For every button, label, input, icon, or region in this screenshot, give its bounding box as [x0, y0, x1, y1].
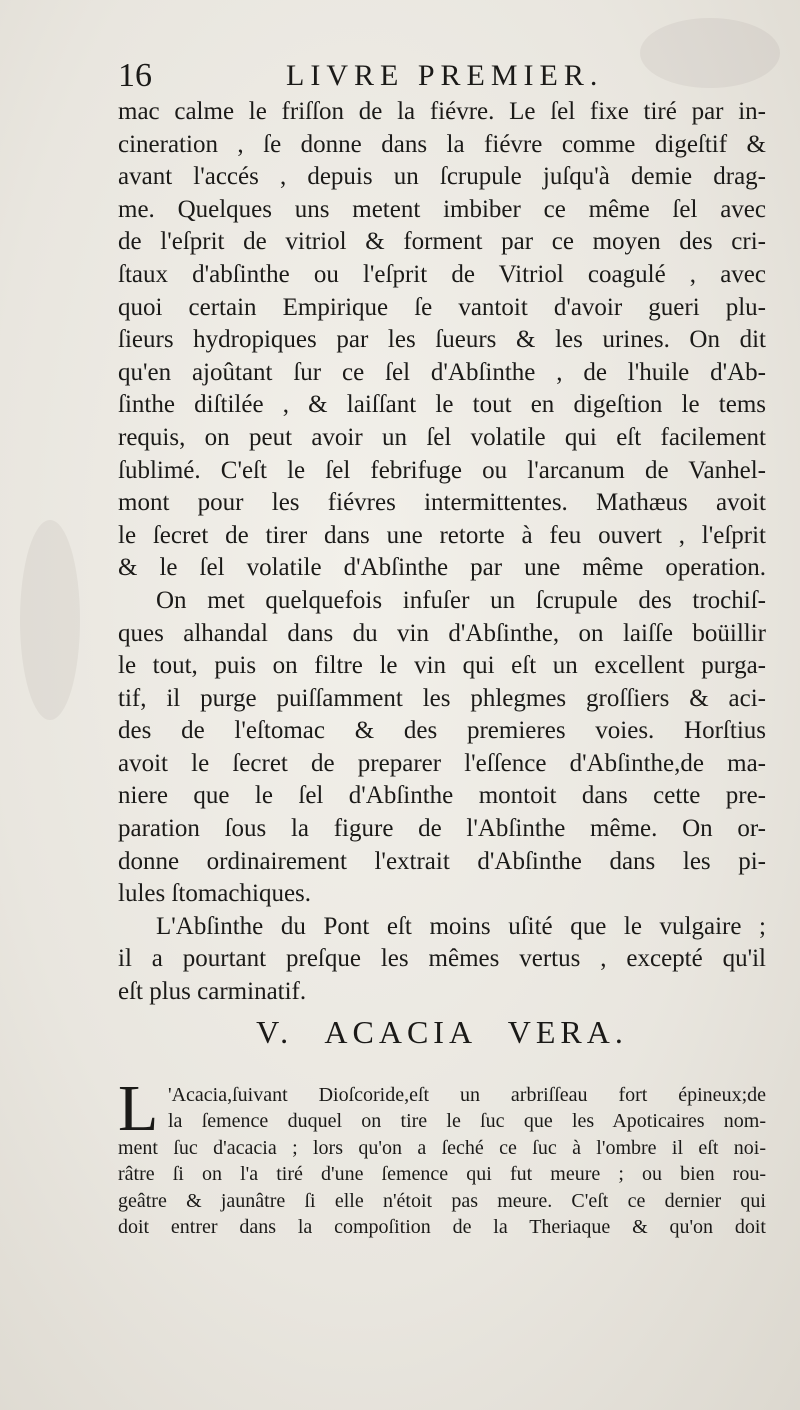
text-line: mac calme le friſſon de la fiévre. Le ſel fixe tiré par in- — [118, 98, 766, 125]
text-line: lules ſtomachiques. — [118, 880, 312, 908]
text-line: ſublimé. C'eſt le ſel febrifuge ou l'arcanum de Vanhel- — [118, 456, 766, 484]
text-line: ment ſuc d'acacia ; lors qu'on a ſeché ce ſuc à l'ombre il eſt noi- — [118, 1136, 766, 1159]
text-line: doit entrer dans la compoſition de la Theriaque & qu'on doit — [118, 1215, 766, 1238]
drop-cap: L — [118, 1072, 159, 1145]
text-line: niere que le ſel d'Abſinthe montoit dans cette pre- — [118, 782, 766, 810]
running-head: LIVRE PREMIER. — [286, 59, 604, 92]
text-line: On met quelquefois infuſer un ſcrupule des trochiſ- — [156, 586, 766, 614]
text-line: ques alhandal dans du vin d'Abſinthe, on laiſſe boüillir — [118, 619, 766, 647]
text-line: le ſecret de tirer dans une retorte à feu ouvert , l'eſprit — [118, 521, 766, 549]
page-header — [118, 56, 678, 96]
text-line: 'Acacia,ſuivant Dioſcoride,eſt un arbriſſeau fort épineux;de — [168, 1084, 766, 1106]
text-line: geâtre & jaunâtre ſi elle n'étoit pas meure. C'eſt ce dernier qui — [118, 1189, 766, 1212]
text-line: requis, on peut avoir un ſel volatile qui eſt facilement — [118, 423, 766, 451]
section-title: V. ACACIA VERA. — [256, 1014, 628, 1050]
text-line: avant l'accés , depuis un ſcrupule juſqu'à demie drag- — [118, 163, 766, 191]
text-line: & le ſel volatile d'Abſinthe par une même operation. — [118, 554, 766, 582]
main-text — [118, 96, 766, 1009]
text-line: des de l'eſtomac & des premieres voies. Horſtius — [118, 717, 766, 745]
text-line: eſt plus carminatif. — [118, 978, 307, 1006]
text-line: il a pourtant preſque les mêmes vertus , excepté qu'il — [118, 945, 766, 973]
text-line: donne ordinairement l'extrait d'Abſinthe dans les pi- — [118, 847, 766, 875]
text-line: L'Abſinthe du Pont eſt moins uſité que le vulgaire ; — [156, 912, 766, 940]
text-line: qu'en ajoûtant ſur ce ſel d'Abſinthe , de l'huile d'Ab- — [118, 358, 766, 386]
text-line: mont pour les fiévres intermittentes. Mathæus avoit — [118, 489, 766, 517]
text-line: tif, il purge puiſſamment les phlegmes groſſiers & aci- — [118, 684, 766, 712]
text-line: avoit le ſecret de preparer l'eſſence d'Abſinthe,de ma- — [118, 749, 766, 777]
text-line: me. Quelques uns metent imbiber ce même ſel avec — [118, 195, 766, 223]
text-line: de l'eſprit de vitriol & forment par ce moyen des cri- — [118, 228, 766, 256]
text-line: quoi certain Empirique ſe vantoit d'avoir gueri plu- — [118, 293, 766, 321]
text-line: ſtaux d'abſinthe ou l'eſprit de Vitriol coagulé , avec — [118, 260, 766, 288]
acacia-paragraph — [118, 1072, 766, 1240]
text-line: ſieurs hydropiques par les ſueurs & les urines. On dit — [118, 326, 766, 354]
page-number: 16 — [118, 57, 152, 94]
text-line: râtre ſi on l'a tiré d'une ſemence qui fut meure ; ou bien rou- — [118, 1163, 766, 1186]
text-line: la ſemence duquel on tire le ſuc que les Apoticaires nom- — [168, 1110, 766, 1133]
paper-stain — [20, 520, 80, 720]
text-line: ſinthe diſtilée , & laiſſant le tout en digeſtion le tems — [118, 391, 766, 419]
text-line: paration ſous la figure de l'Abſinthe même. On or- — [118, 815, 766, 843]
text-line: cineration , ſe donne dans la fiévre comme digeſtif & — [118, 130, 766, 158]
text-line: le tout, puis on filtre le vin qui eſt un excellent purga- — [118, 652, 766, 680]
